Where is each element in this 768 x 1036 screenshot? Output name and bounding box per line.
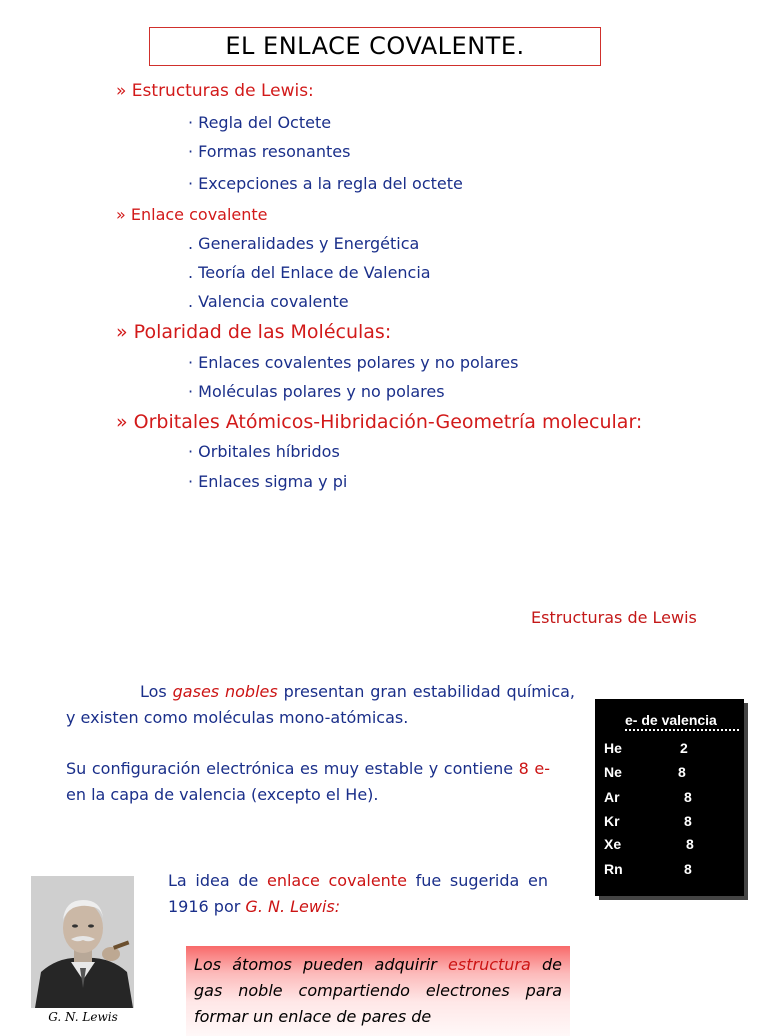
table-row: Rn 8 xyxy=(604,861,692,877)
lewis-portrait xyxy=(31,876,134,1008)
table-row: Ne 8 xyxy=(604,764,686,780)
valence-table-header: e- de valencia xyxy=(625,712,717,728)
item-generalidades: . Generalidades y Energética xyxy=(188,234,420,253)
item-orbitales-hibridos: · Orbitales híbridos xyxy=(188,442,340,461)
section-heading-polaridad: » Polaridad de las Moléculas: xyxy=(116,321,392,343)
paragraph-idea-lewis: La idea de enlace covalente fue sugerida en 1916 por G. N. Lewis: xyxy=(168,871,548,916)
paragraph-configuracion: Su configuración electrónica es muy estable y contiene 8 e- en la capa de valencia (excepto el He). xyxy=(66,759,550,804)
table-row: Kr 8 xyxy=(604,813,692,829)
valence-electrons-table xyxy=(595,699,744,896)
portrait-illustration xyxy=(31,876,134,1008)
slide2-title: Estructuras de Lewis xyxy=(531,608,697,627)
emphasis-gases-nobles: gases nobles xyxy=(172,682,278,701)
table-row: Xe 8 xyxy=(604,836,694,852)
item-regla-octete: · Regla del Octete xyxy=(188,113,332,132)
emphasis-8-electrons: 8 e- xyxy=(518,759,550,778)
section-heading-orbitales: » Orbitales Atómicos-Hibridación-Geometría molecular: xyxy=(116,411,643,433)
lewis-quote-box xyxy=(186,946,570,1036)
item-enlaces-sigma-pi: · Enlaces sigma y pi xyxy=(188,472,348,491)
emphasis-enlace-covalente: enlace covalente xyxy=(266,871,407,890)
item-excepciones-octete: · Excepciones a la regla del octete xyxy=(188,174,463,193)
paragraph-gases-nobles: Los gases nobles presentan gran estabilidad química, y existen como moléculas mono-atómicas. xyxy=(66,682,576,727)
table-row: He 2 xyxy=(604,740,688,756)
emphasis-gn-lewis: G. N. Lewis: xyxy=(245,897,341,916)
item-valencia-covalente: . Valencia covalente xyxy=(188,292,349,311)
emphasis-estructura: estructura xyxy=(448,955,531,974)
item-formas-resonantes: · Formas resonantes xyxy=(188,142,351,161)
slide-title: EL ENLACE COVALENTE. xyxy=(149,27,601,66)
table-row: Ar 8 xyxy=(604,789,692,805)
lewis-quote-text: Los átomos pueden adquirir estructura de gas noble compartiendo electrones para formar un enlace de pares de xyxy=(194,955,563,1026)
section-heading-enlace-covalente: » Enlace covalente xyxy=(116,205,268,224)
portrait-caption: G. N. Lewis xyxy=(48,1010,118,1024)
item-moleculas-polares: · Moléculas polares y no polares xyxy=(188,382,445,401)
valence-table-divider xyxy=(625,729,739,731)
item-enlaces-polares: · Enlaces covalentes polares y no polares xyxy=(188,353,519,372)
section-heading-lewis: » Estructuras de Lewis: xyxy=(116,81,314,101)
item-teoria-enlace-valencia: . Teoría del Enlace de Valencia xyxy=(188,263,431,282)
